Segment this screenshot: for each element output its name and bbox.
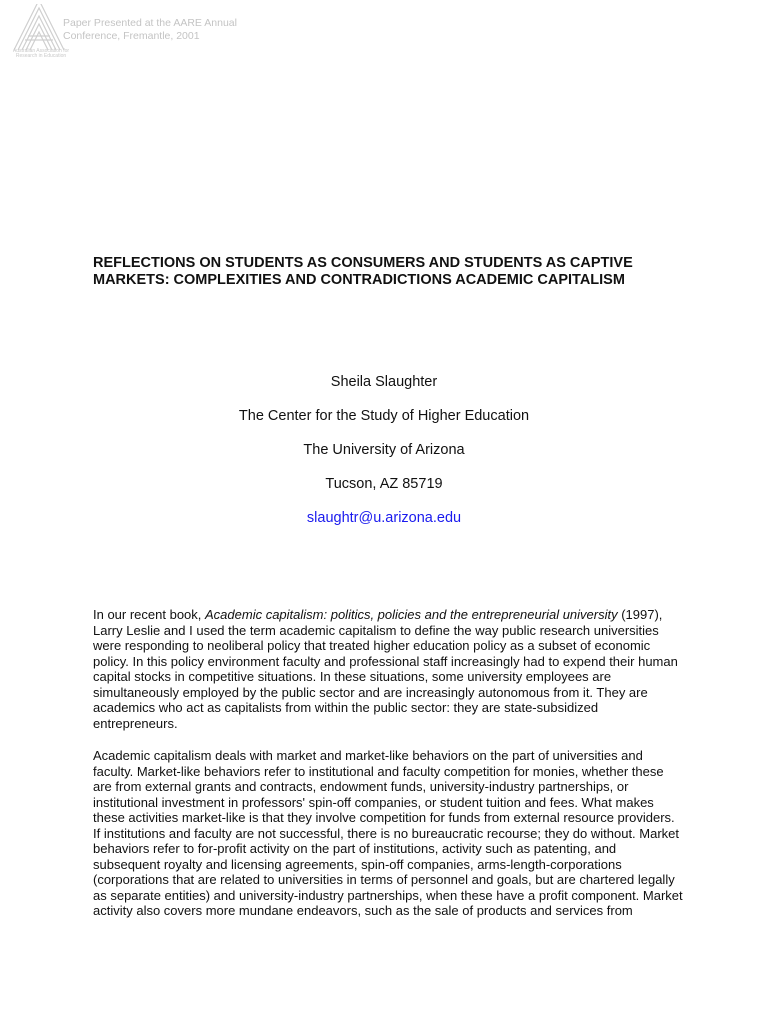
author-location: Tucson, AZ 85719: [325, 476, 443, 492]
book-title: Academic capitalism: politics, policies and the entrepreneurial university: [205, 607, 618, 622]
title-line-2: MARKETS: COMPLEXITIES AND CONTRADICTIONS ACADEMIC CAPITALISM: [93, 272, 625, 288]
conference-line-1: Paper Presented at the AARE Annual: [63, 17, 237, 29]
author-university: The University of Arizona: [303, 442, 465, 458]
author-block: [0, 373, 768, 543]
paragraph-2: Academic capitalism deals with market and market-like behaviors on the part of universities and faculty. Market-like behaviors refer to institutional and faculty competition for monies, whether these are from external grants and contracts, endowment funds, university-industry partnerships, or institutional investment in professors' spin-off companies, or student tuition and fees. What makes these activities market-like is that they involve competition for funds from external resource providers. If institutions and faculty are not successful, there is no bureaucratic recourse; they do without. Market behaviors refer to for-profit activity on the part of institutions, activity such as patenting, and subsequent royalty and licensing agreements, spin-off companies, arms-length-corporations (corporations that are related to universities in terms of personnel and goals, but are chartered legally as separate entities) and university-industry partnerships, when these have a profit component. Market activity also covers more mundane endeavors, such as the sale of products and services from: [93, 748, 683, 918]
p1-rest: (1997), Larry Leslie and I used the term academic capitalism to define the way public research universities were responding to neoliberal policy that treated higher education policy as a subset of economic policy. In this policy environment faculty and professional staff increasingly had to expend their human capital stocks in competitive situations. In these situations, some university employees are simultaneously employed by the public sector and are increasingly autonomous from it. They are academics who act as capitalists from within the public sector: they are state-subsidized entrepreneurs.: [93, 607, 678, 731]
paper-title: [93, 255, 713, 289]
conference-line-2: Conference, Fremantle, 2001: [63, 30, 200, 42]
body-text: [93, 607, 683, 936]
author-name: Sheila Slaughter: [330, 374, 438, 390]
title-line-1: REFLECTIONS ON STUDENTS AS CONSUMERS AND STUDENTS AS CAPTIVE: [93, 255, 633, 271]
p1-intro: In our recent book,: [93, 607, 206, 622]
conference-header: [63, 17, 237, 43]
author-center: The Center for the Study of Higher Education: [238, 408, 530, 424]
paragraph-1: [93, 607, 683, 731]
logo-caption: Australian Association for Research in Education: [12, 48, 70, 59]
author-email-link[interactable]: slaughtr@u.arizona.edu: [306, 510, 462, 526]
